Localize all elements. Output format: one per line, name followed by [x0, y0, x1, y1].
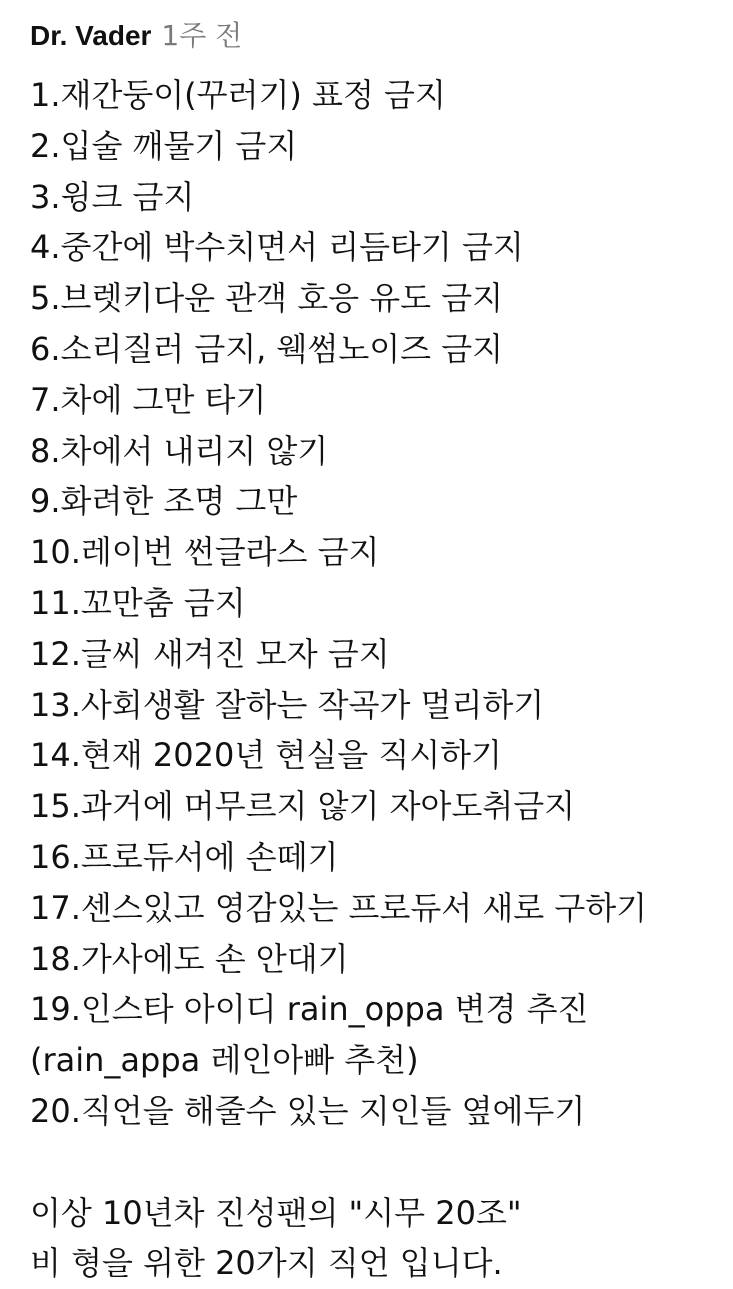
paragraph-gap — [30, 1137, 725, 1188]
comment-line: 2.입술 깨물기 금지 — [30, 126, 298, 165]
comment-line: 20.직언을 해줄수 있는 지인들 옆에두기 — [30, 1091, 586, 1130]
comment — [30, 14, 725, 1289]
comment-line: 9.화려한 조명 그만 — [30, 482, 298, 521]
comment-line: 10.레이번 썬글라스 금지 — [30, 533, 380, 572]
comment-line: (rain_appa 레인아빠 추천) — [30, 1041, 419, 1080]
comment-line: 11.꼬만춤 금지 — [30, 583, 246, 622]
comment-timestamp[interactable]: 1주 전 — [161, 19, 243, 52]
comment-line: 8.차에서 내리지 않기 — [30, 431, 329, 470]
comment-line: 16.프로듀서에 손떼기 — [30, 837, 339, 876]
closing-line: 이상 10년차 진성팬의 "시무 20조" — [30, 1193, 522, 1232]
closing-line: 비 형을 위한 20가지 직언 입니다. — [30, 1244, 503, 1283]
comment-line: 15.과거에 머무르지 않기 자아도취금지 — [30, 787, 576, 826]
comment-line: 18.가사에도 손 안대기 — [30, 939, 349, 978]
comment-body — [30, 70, 725, 1289]
comment-line: 3.윙크 금지 — [30, 177, 195, 216]
comment-line: 17.센스있고 영감있는 프로듀서 새로 구하기 — [30, 888, 648, 927]
comment-line: 14.현재 2020년 현실을 직시하기 — [30, 736, 502, 775]
comment-line: 4.중간에 박수치면서 리듬타기 금지 — [30, 228, 524, 267]
comment-line: 13.사회생활 잘하는 작곡가 멀리하기 — [30, 685, 545, 724]
author-name[interactable]: Dr. Vader — [30, 20, 152, 51]
comment-line: 1.재간둥이(꾸러기) 표정 금지 — [30, 76, 446, 114]
comment-line: 12.글씨 새겨진 모자 금지 — [30, 634, 390, 673]
comment-line: 19.인스타 아이디 rain_oppa 변경 추진 — [30, 990, 589, 1029]
comment-header — [30, 14, 725, 62]
comment-line: 5.브렛키다운 관객 호응 유도 금지 — [30, 279, 504, 318]
comment-line: 6.소리질러 금지, 웩썸노이즈 금지 — [30, 329, 504, 368]
comment-line: 7.차에 그만 타기 — [30, 380, 267, 419]
